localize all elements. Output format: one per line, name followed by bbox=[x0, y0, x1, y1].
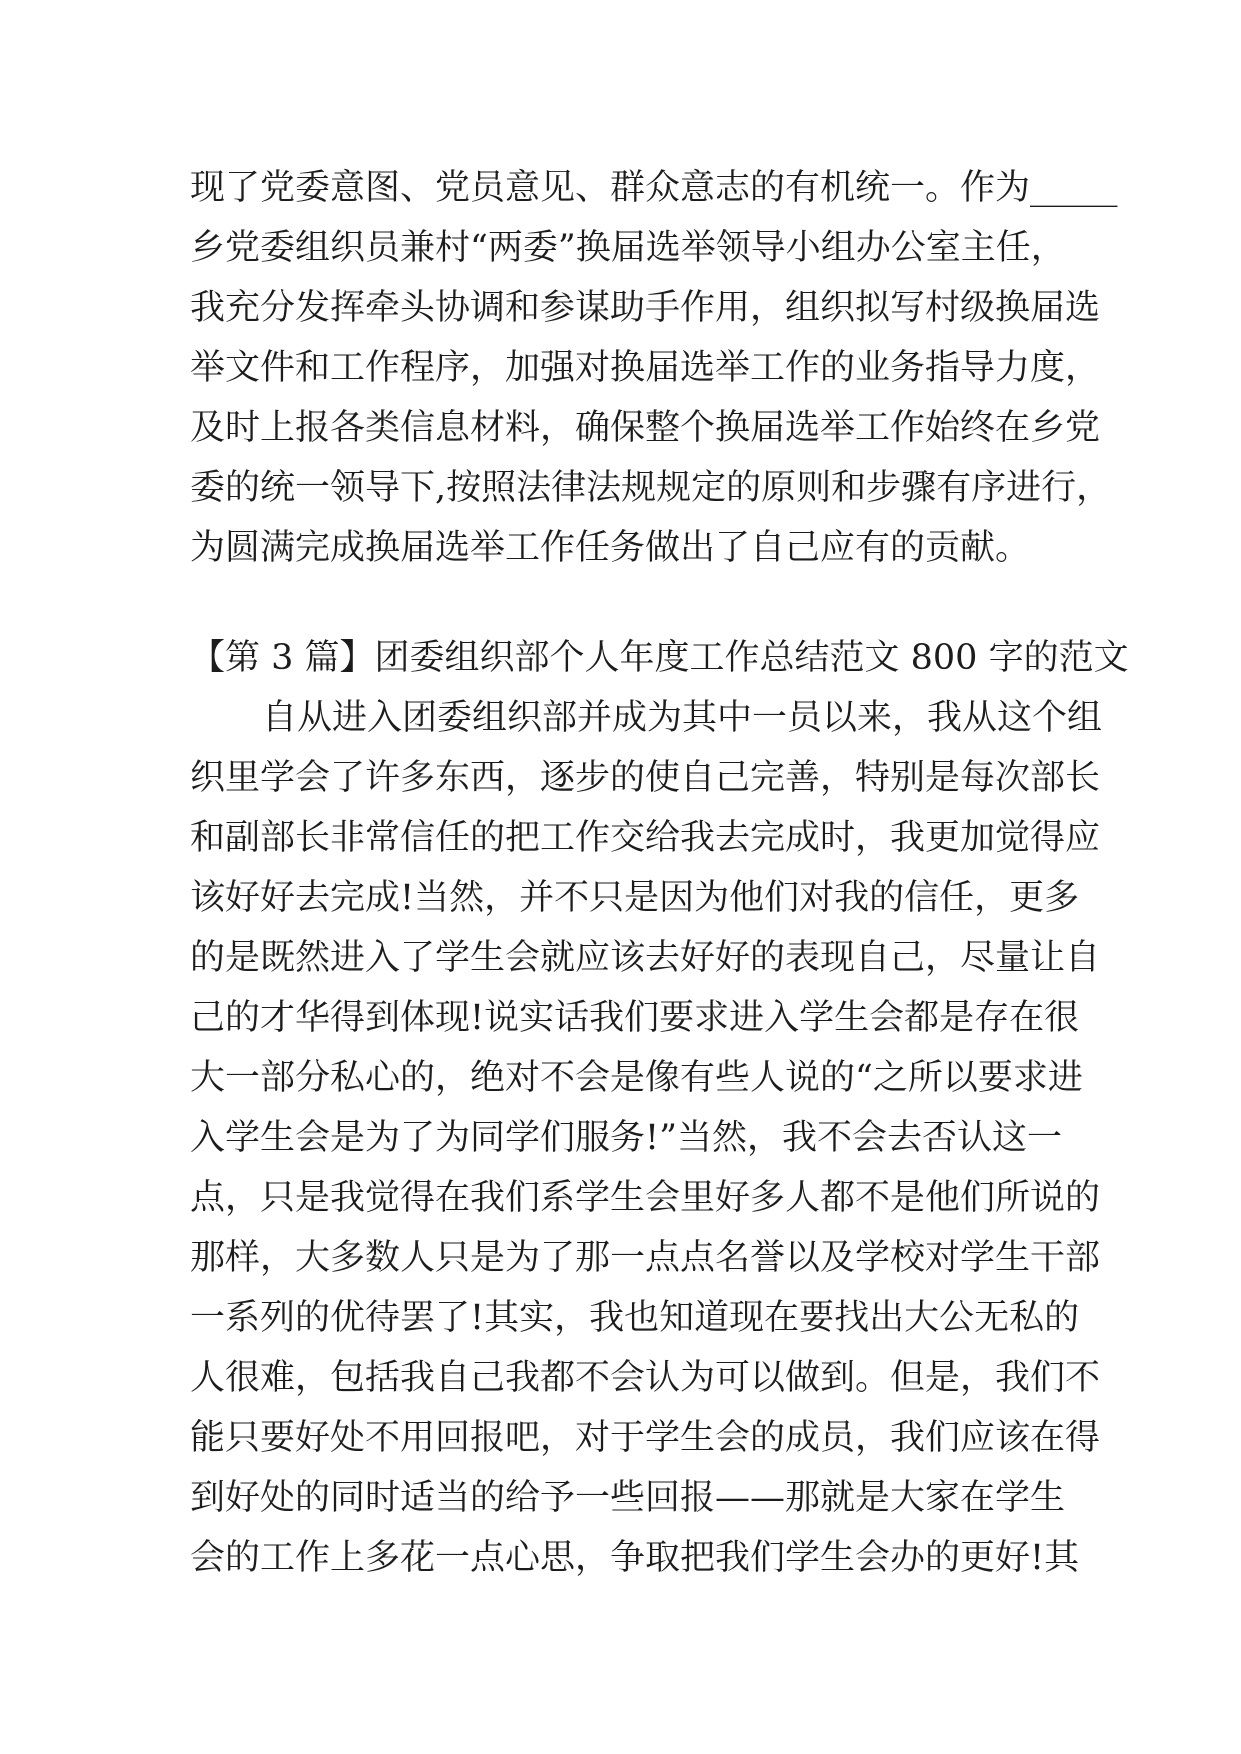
section-heading: 【第 3 篇】团委组织部个人年度工作总结范文 800 字的范文 bbox=[190, 638, 1129, 678]
paragraph-line: 织里学会了许多东西，逐步的使自己完善，特别是每次部长 bbox=[190, 758, 1101, 798]
paragraph-line: 入学生会是为了为同学们服务!”当然，我不会去否认这一 bbox=[190, 1118, 1062, 1158]
paragraph-line: 委的统一领导下,按照法律法规规定的原则和步骤有序进行， bbox=[190, 468, 1112, 508]
paragraph-line: 大一部分私心的，绝对不会是像有些人说的“之所以要求进 bbox=[190, 1058, 1083, 1098]
paragraph-line: 的是既然进入了学生会就应该去好好的表现自己，尽量让自 bbox=[190, 938, 1101, 978]
paragraph-line: 和副部长非常信任的把工作交给我去完成时，我更加觉得应 bbox=[190, 818, 1101, 858]
paragraph-line: 点，只是我觉得在我们系学生会里好多人都不是他们所说的 bbox=[190, 1178, 1101, 1218]
paragraph-line: 我充分发挥牵头协调和参谋助手作用，组织拟写村级换届选 bbox=[190, 288, 1101, 328]
paragraph-line: 能只要好处不用回报吧，对于学生会的成员，我们应该在得 bbox=[190, 1418, 1101, 1458]
paragraph-line: 为圆满完成换届选举工作任务做出了自己应有的贡献。 bbox=[190, 528, 1031, 568]
paragraph-line: 乡党委组织员兼村“两委”换届选举领导小组办公室主任， bbox=[190, 228, 1066, 268]
paragraph-line: 会的工作上多花一点心思，争取把我们学生会办的更好!其 bbox=[190, 1538, 1080, 1578]
paragraph-line: 该好好去完成!当然，并不只是因为他们对我的信任，更多 bbox=[190, 878, 1080, 918]
paragraph-line: 现了党委意图、党员意见、群众意志的有机统一。作为_____ bbox=[190, 168, 1118, 208]
paragraph-line: 那样，大多数人只是为了那一点点名誉以及学校对学生干部 bbox=[190, 1238, 1101, 1278]
paragraph-line: 到好处的同时适当的给予一些回报——那就是大家在学生 bbox=[190, 1478, 1066, 1518]
paragraph-line: 一系列的优待罢了!其实，我也知道现在要找出大公无私的 bbox=[190, 1298, 1080, 1338]
paragraph-line: 及时上报各类信息材料，确保整个换届选举工作始终在乡党 bbox=[190, 408, 1101, 448]
paragraph-line: 举文件和工作程序，加强对换届选举工作的业务指导力度， bbox=[190, 348, 1101, 388]
paragraph-line: 人很难，包括我自己我都不会认为可以做到。但是，我们不 bbox=[190, 1358, 1101, 1398]
paragraph-line: 自从进入团委组织部并成为其中一员以来，我从这个组 bbox=[262, 698, 1103, 738]
paragraph-line: 己的才华得到体现!说实话我们要求进入学生会都是存在很 bbox=[190, 998, 1080, 1038]
